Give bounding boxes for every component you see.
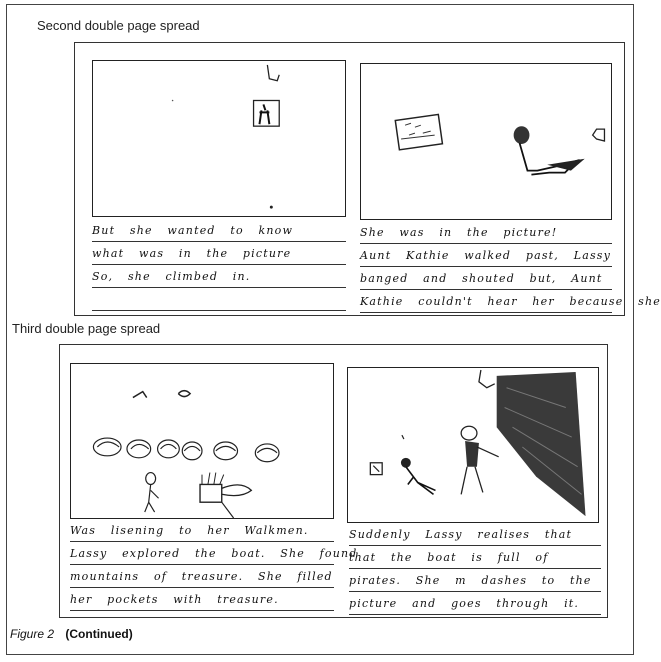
- third-spread-right-sketch: [348, 368, 598, 522]
- second-spread-heading: Second double page spread: [37, 18, 200, 33]
- second-spread-right-sketch: [361, 64, 611, 219]
- third-spread-right-text: [349, 523, 601, 615]
- second-spread-left-text: [92, 219, 346, 311]
- text-line: She was in the picture!: [360, 221, 612, 244]
- figure-caption: [10, 627, 133, 641]
- text-line: [92, 288, 346, 311]
- text-line: Aunt Kathie walked past, Lassy: [360, 244, 612, 267]
- text-line: So, she climbed in.: [92, 265, 346, 288]
- text-line: mountains of treasure. She filled: [70, 565, 334, 588]
- text-line: banged and shouted but, Aunt: [360, 267, 612, 290]
- second-spread-right-text: [360, 221, 661, 313]
- second-spread-sheet: [74, 42, 661, 316]
- text-line: Was lisening to her Walkmen.: [70, 519, 334, 542]
- text-line: Lassy explored the boat. She found: [70, 542, 334, 565]
- text-line: Kathie couldn't hear her because she: [360, 290, 612, 313]
- third-spread-left-drawing: [70, 363, 334, 519]
- text-line: picture and goes through it.: [349, 592, 601, 615]
- second-spread-left-drawing: [92, 60, 346, 217]
- figure-continued: (Continued): [65, 627, 133, 641]
- text-line: pirates. She m dashes to the: [349, 569, 601, 592]
- third-spread-left-sketch: [71, 364, 333, 518]
- second-spread-right-drawing: [360, 63, 612, 220]
- figure-number: Figure 2: [10, 627, 55, 641]
- text-line: her pockets with treasure.: [70, 588, 334, 611]
- third-spread-right-drawing: [347, 367, 599, 523]
- third-spread-left-text: [70, 519, 358, 611]
- third-spread-sheet: [59, 344, 608, 618]
- text-line: Suddenly Lassy realises that: [349, 523, 601, 546]
- second-spread-left-sketch: [93, 61, 345, 216]
- text-line: what was in the picture: [92, 242, 346, 265]
- third-spread-heading: Third double page spread: [12, 321, 161, 336]
- text-line: But she wanted to know: [92, 219, 346, 242]
- text-line: that the boat is full of: [349, 546, 601, 569]
